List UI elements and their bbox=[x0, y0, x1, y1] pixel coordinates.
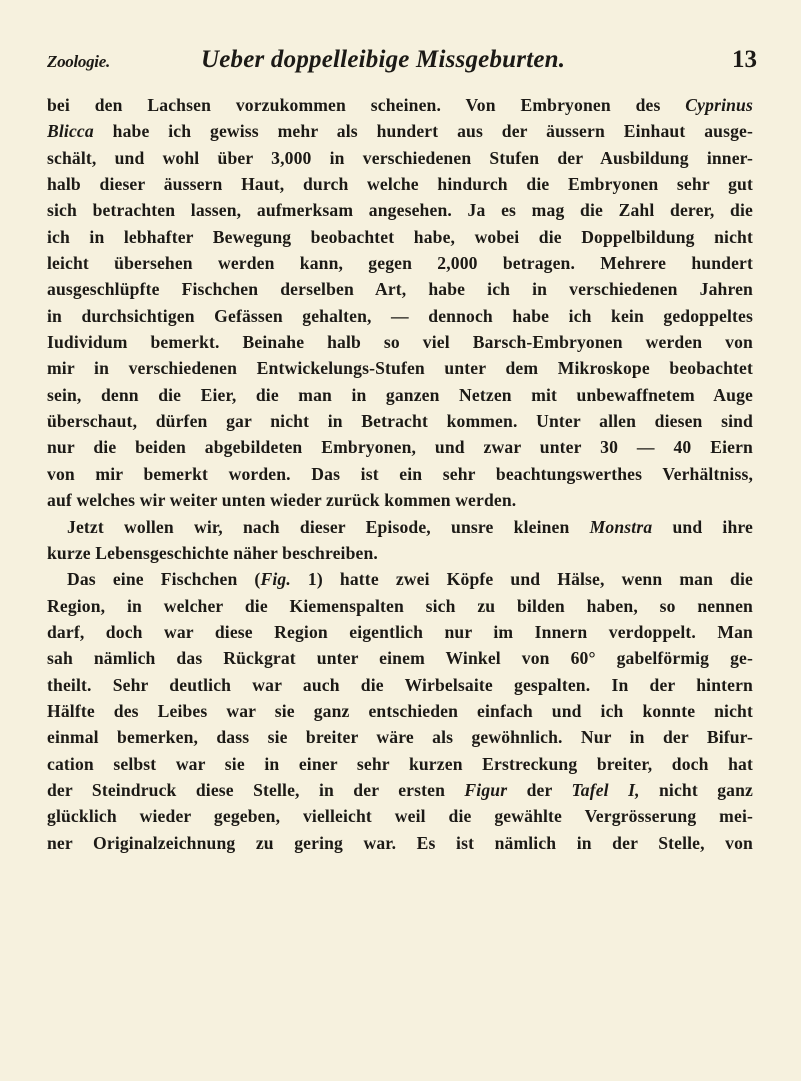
text-line: der Steindruck diese Stelle, in der ersten Figur der Tafel I, nicht ganz bbox=[47, 779, 753, 800]
text-line: Region, in welcher die Kiemenspalten sich zu bilden haben, so nennen bbox=[47, 595, 753, 616]
text-line: Iudividum bemerkt. Beinahe halb so viel Barsch-Embryonen werden von bbox=[47, 332, 753, 353]
text-line: ner Originalzeichnung zu gering war. Es ist nämlich in der Stelle, von bbox=[47, 832, 753, 853]
text-line: glücklich wieder gegeben, vielleicht weil die gewählte Vergrösserung mei- bbox=[47, 806, 753, 827]
text-line: Jetzt wollen wir, nach dieser Episode, unsre kleinen Monstra und ihre bbox=[67, 516, 753, 537]
text-line: theilt. Sehr deutlich war auch die Wirbelsaite gespalten. In der hintern bbox=[47, 674, 753, 695]
text-line: schält, und wohl über 3,000 in verschiedenen Stufen der Ausbildung inner- bbox=[47, 147, 753, 168]
text-line: auf welches wir weiter unten wieder zurück kommen werden. bbox=[47, 490, 517, 511]
italic-term: Blicca bbox=[47, 121, 94, 142]
text-line: in durchsichtigen Gefässen gehalten, — dennoch habe ich kein gedoppeltes bbox=[47, 305, 753, 326]
italic-term: Tafel I, bbox=[571, 779, 640, 800]
text-line: ausgeschlüpfte Fischchen derselben Art, habe ich in verschiedenen Jahren bbox=[47, 279, 753, 300]
running-title: Ueber doppelleibige Missgeburten. bbox=[201, 46, 566, 73]
text-line: kurze Lebensgeschichte näher beschreiben. bbox=[47, 542, 378, 563]
body-text bbox=[47, 92, 753, 856]
text-line: Blicca habe ich gewiss mehr als hundert aus der äussern Einhaut ausge- bbox=[47, 121, 753, 142]
text-line: cation selbst war sie in einer sehr kurzen Erstreckung breiter, doch hat bbox=[47, 753, 753, 774]
text-line: halb dieser äussern Haut, durch welche hindurch die Embryonen sehr gut bbox=[47, 174, 753, 195]
section-label: Zoologie. bbox=[47, 52, 110, 71]
text-line: Das eine Fischchen (Fig. 1) hatte zwei Köpfe und Hälse, wenn man die bbox=[67, 569, 753, 590]
text-line: sah nämlich das Rückgrat unter einem Winkel von 60° gabelförmig ge- bbox=[47, 648, 753, 669]
text-line: sein, denn die Eier, die man in ganzen Netzen mit unbewaffnetem Auge bbox=[47, 384, 753, 405]
text-line: überschaut, dürfen gar nicht in Betracht kommen. Unter allen diesen sind bbox=[47, 411, 753, 432]
text-line: nur die beiden abgebildeten Embryonen, und zwar unter 30 — 40 Eiern bbox=[47, 437, 753, 458]
italic-term: Cyprinus bbox=[685, 95, 753, 115]
text-line: leicht übersehen werden kann, gegen 2,000 betragen. Mehrere hundert bbox=[47, 253, 753, 274]
page-number: 13 bbox=[732, 46, 757, 73]
text-line: Hälfte des Leibes war sie ganz entschieden einfach und ich konnte nicht bbox=[47, 700, 753, 721]
italic-term: Monstra bbox=[589, 516, 653, 537]
text-line: ich in lebhafter Bewegung beobachtet habe, wobei die Doppelbildung nicht bbox=[47, 226, 753, 247]
text-line: mir in verschiedenen Entwickelungs-Stufen unter dem Mikroskope beobachtet bbox=[47, 358, 753, 379]
text-line: von mir bemerkt worden. Das ist ein sehr beachtungswerthes Verhältniss, bbox=[47, 463, 753, 484]
italic-term: Fig. bbox=[260, 569, 291, 590]
italic-term: Figur bbox=[464, 779, 508, 800]
text-line: darf, doch war diese Region eigentlich nur im Innern verdoppelt. Man bbox=[47, 621, 753, 642]
page-header bbox=[47, 46, 757, 80]
text-line: sich betrachten lassen, aufmerksam angesehen. Ja es mag die Zahl derer, die bbox=[47, 200, 753, 221]
text-line: einmal bemerken, dass sie breiter wäre als gewöhnlich. Nur in der Bifur- bbox=[47, 727, 753, 748]
text-line: bei den Lachsen vorzukommen scheinen. Von Embryonen des Cyprinus bbox=[47, 95, 753, 115]
